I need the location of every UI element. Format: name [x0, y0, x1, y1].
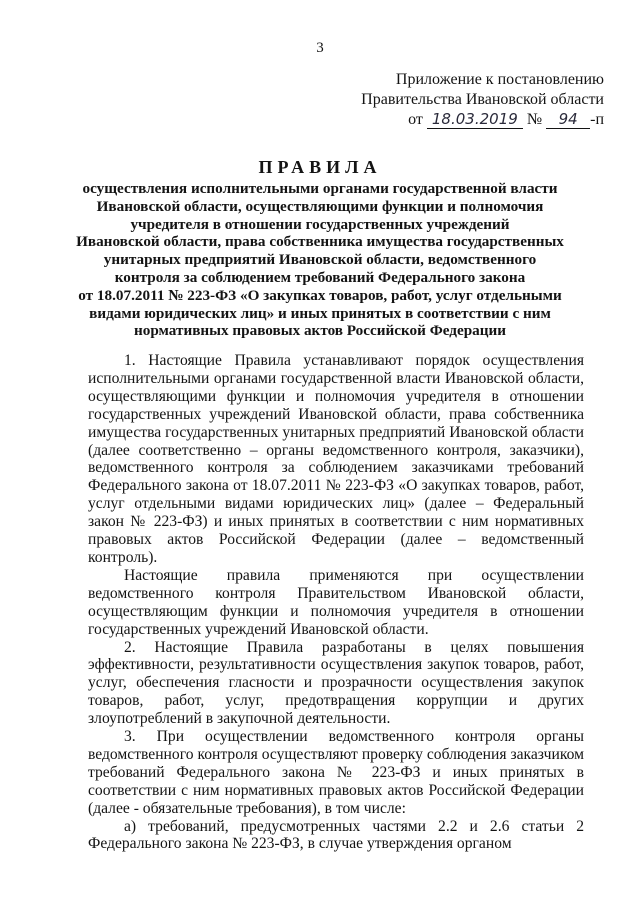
rules-title-block: [50, 156, 590, 340]
handwritten-date: 18.03.2019: [427, 110, 523, 129]
paragraph-1-addendum: Настоящие правила применяются при осуществлении ведомственного контроля Правительством Ивановской области, осуществляющим функции и полномочия учредителя в отношении государственных учреждений Ивановской области.: [88, 566, 584, 638]
number-suffix: -п: [590, 111, 604, 128]
title-line: Ивановской области, осуществляющими функции и полномочия: [96, 197, 544, 215]
paragraph-3a: а) требований, предусмотренных частями 2.2 и 2.6 статьи 2 Федерального закона № 223-ФЗ, в случае утверждения органом: [88, 817, 584, 853]
title-line: учредителя в отношении государственных учреждений: [130, 215, 510, 233]
paragraph-2: 2. Настоящие Правила разработаны в целях повышения эффективности, результативности осуществления закупок товаров, работ, услуг, обеспечения гласности и прозрачности осуществления закупок товаров, работ, услуг, предотвращения коррупции и других злоупотреблений в закупочной деятельности.: [88, 638, 584, 728]
title-line: Ивановской области, права собственника имущества государственных: [76, 233, 564, 251]
from-label: от: [408, 111, 423, 128]
title-line: от 18.07.2011 № 223-ФЗ «О закупках товаров, работ, услуг отдельными: [78, 286, 562, 304]
title-line: нормативных правовых актов Российской Федерации: [134, 322, 506, 340]
title-line: контроля за соблюдением требований Федерального закона: [114, 268, 526, 286]
document-title: ПРАВИЛА: [258, 157, 382, 177]
title-line: осуществления исполнительными органами государственной власти: [82, 180, 558, 197]
appendix-date-number-line: [361, 110, 604, 130]
paragraph-1: 1. Настоящие Правила устанавливают порядок осуществления исполнительными органами государственной власти Ивановской области, осуществляющими функции и полномочия учредителя в отношении государственных учреждений Ивановской области, права собственника имущества государственных унитарных предприятий Ивановской области (далее соответственно – органы ведомственного контроля, заказчики), ведомственного контроля за соблюдением заказчиками требований Федерального закона от 18.07.2011 № 223-ФЗ «О закупках товаров, работ, услуг отдельными видами юридических лиц» (далее – Федеральный закон № 223-ФЗ) и иных принятых в соответствии с ним нормативных правовых актов Российской Федерации (далее – ведомственный контроль).: [88, 352, 584, 566]
appendix-header: [361, 70, 604, 130]
number-label: №: [526, 111, 543, 128]
paragraph-3: 3. При осуществлении ведомственного контроля органы ведомственного контроля осуществляют проверку соблюдения заказчиком требований Федерального закона № 223-ФЗ и иных принятых в соответствии с ним нормативных правовых актов Российской Федерации (далее - обязательные требования), в том числе:: [88, 728, 584, 817]
title-line: унитарных предприятий Ивановской области, ведомственного: [103, 251, 537, 269]
appendix-line-2: Правительства Ивановской области: [361, 91, 604, 108]
document-body: [88, 352, 584, 853]
appendix-line-1: Приложение к постановлению: [395, 71, 604, 88]
page-number: 3: [316, 40, 324, 56]
title-line: видами юридических лиц» и иных принятых в соответствии с ним: [89, 304, 551, 322]
handwritten-number: 94: [546, 110, 590, 129]
